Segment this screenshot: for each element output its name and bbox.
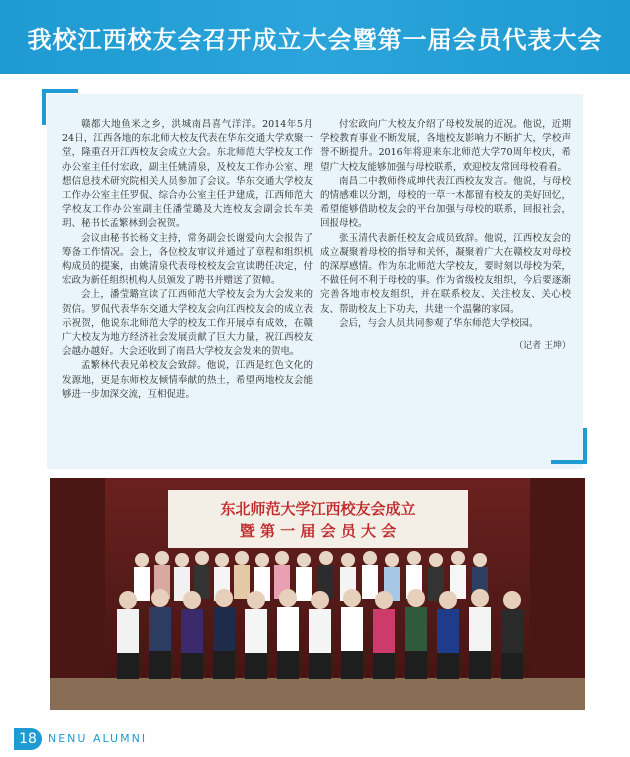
byline: （记者 王坤） [514, 341, 571, 352]
corner-bracket-bottom-right [551, 428, 587, 464]
group-photo [50, 478, 585, 710]
paragraph: 付宏政向广大校友介绍了母校发展的近况。他说，近期学校教育事业不断发展，各地校友影响力不断扩大，学校声誉不断提升。2016年将迎来东北师范大学70周年校庆，希望广大校友能够加强与母校联系，欢迎校友常回母校看看。 [320, 119, 571, 173]
page-number: 18 [14, 728, 42, 750]
banner-text-line-1: 东北师范大学江西校友会成立 [220, 500, 416, 518]
group-photo-illustration [50, 478, 585, 710]
paragraph: 赣都大地鱼米之乡，洪城南昌喜气洋洋。2014年5月24日，江西各地的东北师大校友代表在华东交通大学欢聚一堂，隆重召开江西校友会成立大会。东北师范大学校友工作办公室主任付宏政，副主任姚清泉，及校友工作办公室、理想信息技术研究院相关人员参加了会议。华东交通大学校友工作办公室主任罗侃、综合办公室主任尹建成，江西师范大学校友工作办公室副主任潘莹璐及大连校友会副会长车美玥、秘书长孟繁林到会祝贺。 [62, 119, 313, 230]
article-column-left [62, 118, 313, 402]
paragraph: 会议由秘书长杨文主持，常务副会长谢爱向大会报告了筹备工作情况。会上，各位校友审议并通过了章程和组织机构成员的提案，由姚清泉代表母校校友会宣读聘任决定，付宏政为新任组织机构人员颁发了聘书并赠送了贺幛。 [62, 232, 313, 287]
article-column-right [320, 118, 571, 353]
title-banner [0, 0, 630, 74]
banner-text-line-2: 暨 第 一 届 会 员 大 会 [239, 522, 397, 540]
paragraph: 会后，与会人员共同参观了华东师范大学校园。 [339, 317, 539, 329]
paragraph: 孟繁林代表兄弟校友会致辞。他说，江西是红色文化的发源地，更是东师校友倾情奉献的热土，希望两地校友会能够进一步加深交流，互相促进。 [62, 360, 313, 400]
page-footer [0, 720, 630, 757]
paragraph: 南昌二中教师佟成坤代表江西校友发言。他说，与母校的情感难以分割，母校的一草一木都留有校友的美好回忆，希望能够借助校友会的平台加强与母校的联系，回报社会，回报母校。 [320, 175, 571, 230]
magazine-name: NENU ALUMNI [48, 732, 148, 745]
article-title: 我校江西校友会召开成立大会暨第一届会员代表大会 [27, 25, 603, 54]
paragraph: 张玉清代表新任校友会成员致辞。他说，江西校友会的成立凝聚着母校的指导和关怀，凝聚着广大在赣校友对母校的深厚感情。作为东北师范大学校友，要时刻以母校为荣，不做任何不利于母校的事。作为省级校友组织，今后要逐渐完善各地市校友组织，并在联系校友、关注校友、关心校友、帮助校友上下功夫，共建一个温馨的家园。 [320, 232, 571, 315]
paragraph: 会上，潘莹璐宣读了江西师范大学校友会为大会发来的贺信。罗侃代表华东交通大学校友会向江西校友会的成立表示祝贺，他说东北师范大学的校友工作开展卓有成效，在赣广大校友为地方经济社会发展贡献了巨大力量，祝江西校友会越办越好。大会还收到了南昌大学校友会发来的贺电。 [62, 289, 313, 358]
